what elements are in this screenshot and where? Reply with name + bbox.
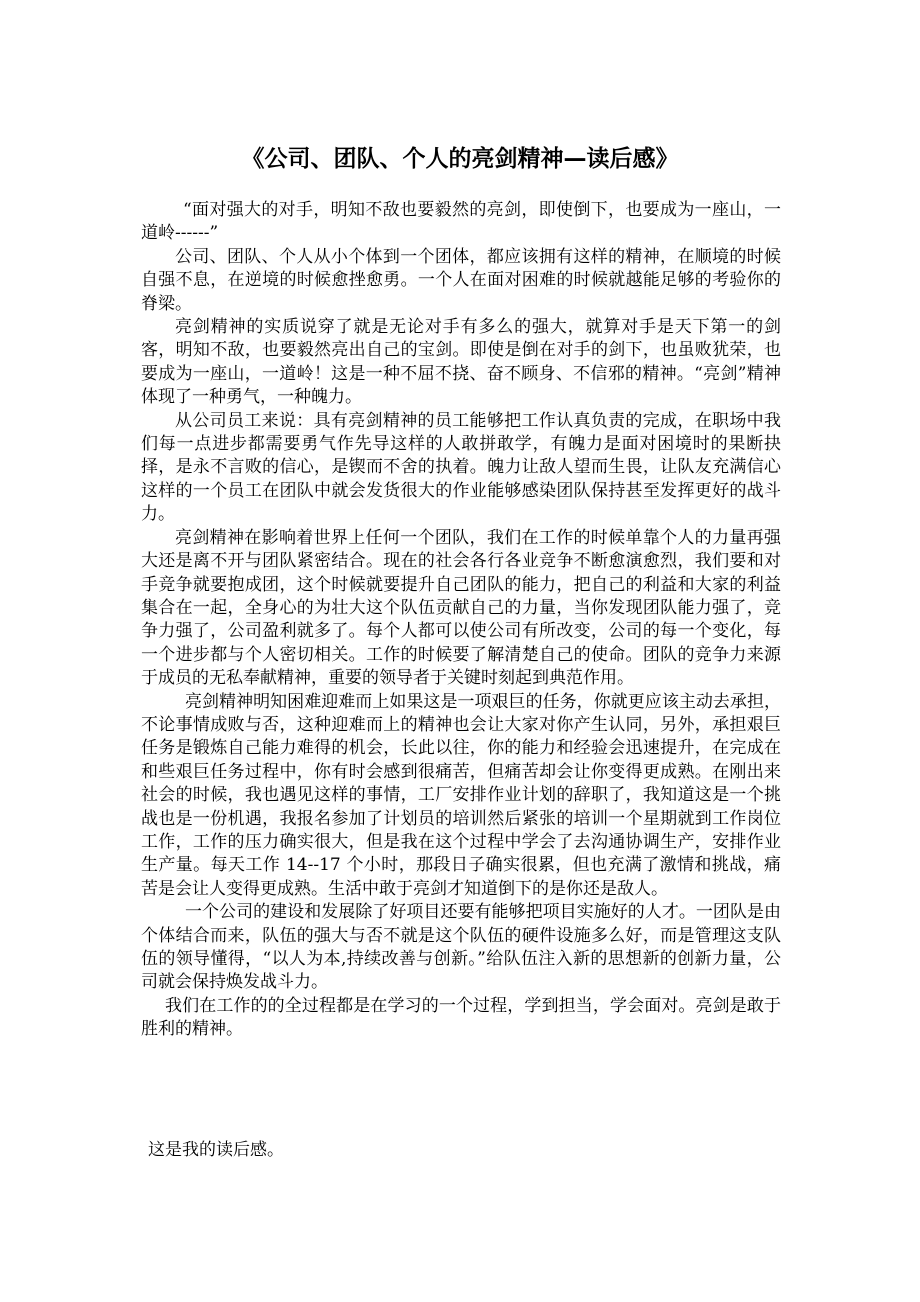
document-body <box>141 199 781 1042</box>
paragraph: 公司、团队、个人从小个体到一个团体，都应该拥有这样的精神，在顺境的时候自强不息，在逆境的时候愈挫愈勇。一个人在面对困难的时候就越能足够的考验你的脊梁。 <box>141 246 781 314</box>
document-title: 《公司、团队、个人的亮剑精神—读后感》 <box>241 146 679 172</box>
paragraph: 亮剑精神在影响着世界上任何一个团队，我们在工作的时候单靠个人的力量再强大还是离不开与团队紧密结合。现在的社会各行各业竞争不断愈演愈烈，我们要和对手竞争就要抱成团，这个时候就要提升自己团队的能力，把自己的利益和大家的利益集合在一起，全身心的为壮大这个队伍贡献自己的力量，当你发现团队能力强了，竞争力强了，公司盈利就多了。每个人都可以使公司有所改变，公司的每一个变化，每一个进步都与个人密切相关。工作的时候要了解清楚自己的使命。团队的竞争力来源于成员的无私奉献精神，重要的领导者于关键时刻起到典范作用。 <box>141 527 781 689</box>
paragraph-quote: “面对强大的对手，明知不敌也要毅然的亮剑，即使倒下，也要成为一座山，一道岭------” <box>141 200 781 244</box>
closing-line: 这是我的读后感。 <box>148 1140 284 1160</box>
paragraph: 我们在工作的的全过程都是在学习的一个过程，学到担当，学会面对。亮剑是敢于胜利的精神。 <box>141 995 781 1040</box>
paragraph: 亮剑精神明知困难迎难而上如果这是一项艰巨的任务，你就更应该主动去承担，不论事情成败与否，这种迎难而上的精神也会让大家对你产生认同，另外，承担艰巨任务是锻炼自己能力难得的机会，长此以往，你的能力和经验会迅速提升，在完成在和些艰巨任务过程中，你有时会感到很痛苦，但痛苦却会让你变得更成熟。在刚出来社会的时候，我也遇见这样的事情，工厂安排作业计划的辞职了，我知道这是一个挑战也是一份机遇，我报名参加了计划员的培训然后紧张的培训一个星期就到工作岗位工作，工作的压力确实很大，但是我在这个过程中学会了去沟通协调生产，安排作业生产量。每天工作 14--17 个小时，那段日子确实很累，但也充满了激情和挑战，痛苦是会让人变得更成熟。生活中敢于亮剑才知道倒下的是你还是敌人。 <box>141 691 781 899</box>
paragraph: 亮剑精神的实质说穿了就是无论对手有多么的强大，就算对手是天下第一的剑客，明知不敌，也要毅然亮出自己的宝剑。即使是倒在对手的剑下，也虽败犹荣，也要成为一座山，一道岭！这是一种不屈不挠、奋不顾身、不信邪的精神。“亮剑”精神体现了一种勇气，一种魄力。 <box>141 317 781 408</box>
paragraph: 从公司员工来说：具有亮剑精神的员工能够把工作认真负责的完成，在职场中我们每一点进步都需要勇气作先导这样的人敢拼敢学，有魄力是面对困境时的果断抉择，是永不言败的信心，是锲而不舍的执着。魄力让敌人望而生畏，让队友充满信心这样的一个员工在团队中就会发货很大的作业能够感染团队保持甚至发挥更好的战斗力。 <box>141 410 781 525</box>
paragraph: 一个公司的建设和发展除了好项目还要有能够把项目实施好的人才。一团队是由个体结合而来，队伍的强大与否不就是这个队伍的硬件设施多么好，而是管理这支队伍的领导懂得，“以人为本,持续改善与创新。”给队伍注入新的思想新的创新力量，公司就会保持焕发战斗力。 <box>141 902 781 993</box>
